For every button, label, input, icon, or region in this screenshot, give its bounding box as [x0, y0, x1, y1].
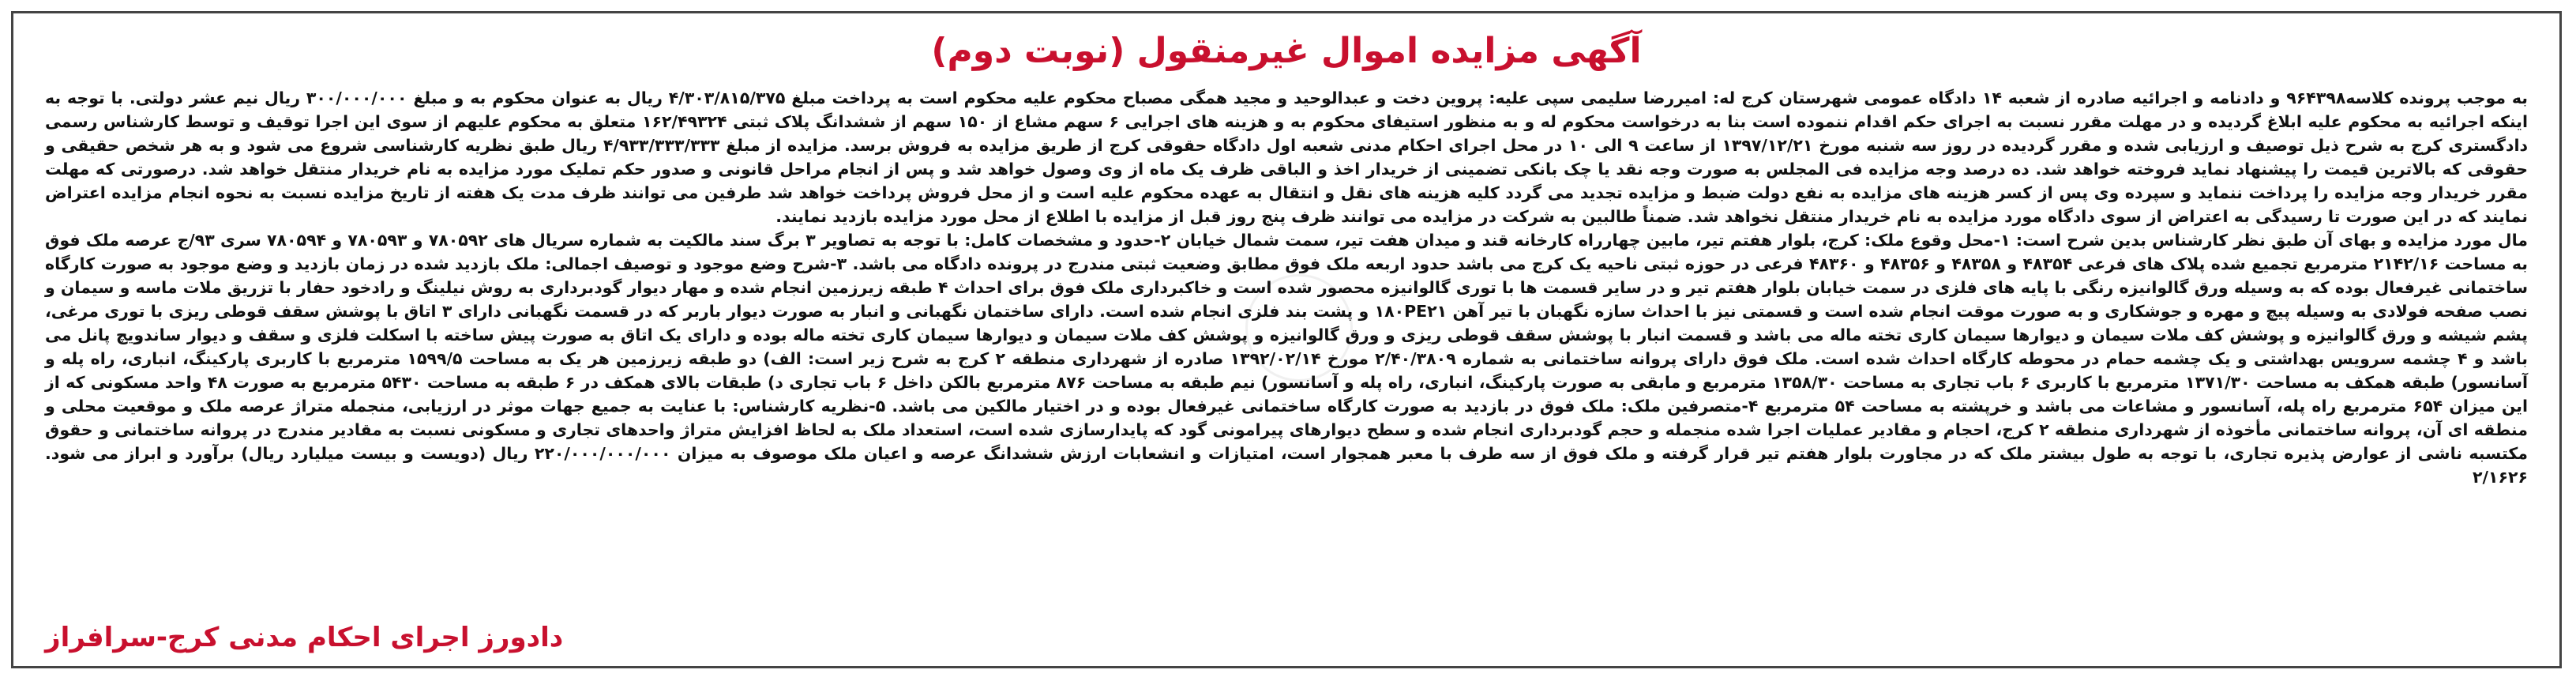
notice-paragraph-intro: به موجب پرونده کلاسه۹۶۴۳۹۸ و دادنامه و اجرائیه صادره از شعبه ۱۴ دادگاه عمومی شهرستان کرج له: امیررضا سلیمی سپی علیه: پروین دخت و عبدالوحید و مجید همگی مصباح محکوم علیه محکوم است به پرداخت مبلغ ۴/۳۰۳/۸۱۵/۳۷۵ ریال به عنوان محکوم به و مبلغ ۳۰۰/۰۰۰/۰۰۰ ریال نیم عشر دولتی. با توجه به اینکه اجرائیه به محکوم علیه ابلاغ گردیده و در مهلت مقرر نسبت به اجرای حکم اقدام ننموده است بنا به درخواست محکوم له و به منظور استیفای محکوم به و هزینه های اجرایی ۶ سهم مشاع از ۱۵۰ سهم از ششدانگ پلاک ثبتی ۱۶۲/۴۹۳۲۴ متعلق به محکوم علیهم از سوی این اجرا توقیف و توسط کارشناس رسمی دادگستری کرج به شرح ذیل توصیف و ارزیابی شده و مقرر گردیده در روز سه شنبه مورخ ۱۳۹۷/۱۲/۲۱ از ساعت ۹ الی ۱۰ در محل اجرای احکام مدنی شعبه اول دادگاه حقوقی کرج از طریق مزایده به فروش برسد. مزایده از مبلغ ۴/۹۳۳/۳۳۳/۳۳۳ ریال طبق نظریه کارشناسی شروع می شود و به هر شخص حقیقی و حقوقی که بالاترین قیمت را پیشنهاد نماید فروخته خواهد شد. ده درصد وجه مزایده فی المجلس به صورت وجه نقد یا چک بانکی تضمینی از خریدار اخذ و الباقی ظرف یک ماه از وی وصول خواهد شد و پس از انجام مراحل قانونی و صدور حکم تملیک مورد مزایده به نام خریدار منتقل خواهد شد. درصورتی که مهلت مقرر خریدار وجه مزایده را پرداخت ننماید و سپرده وی پس از کسر هزینه های مزایده به نفع دولت ضبط و مزایده تجدید می گردد کلیه هزینه های نقل و انتقال به عهده محکوم علیه است و از محل فروش پرداخت خواهد شد طرفین می توانند ظرف مدت یک هفته از تاریخ مزایده نسبت به نحوه انجام مزایده اعتراض نمایند که در این صورت تا رسیدگی به اعتراض از سوی دادگاه مورد مزایده به نام خریدار منتقل نخواهد شد. ضمناً طالبین به شرکت در مزایده می توانند ظرف پنج روز قبل از مزایده با اطلاع از محل مورد مزایده بازدید نمایند. [45, 88, 2528, 226]
notice-body [45, 86, 2528, 489]
notice-signature: دادورز اجرای احکام مدنی کرج-سرافراز [45, 622, 564, 653]
notice-frame [11, 11, 2562, 668]
notice-title: آگهی مزایده اموال غیرمنقول (نوبت دوم) [931, 31, 1642, 71]
notice-paragraph-property: مال مورد مزایده و بهای آن طبق نظر کارشناس بدین شرح است: ۱-محل وقوع ملک: کرج، بلوار هفتم تیر، مابین چهارراه کارخانه قند و میدان هفت تیر، سمت شمال خیابان ۲-حدود و مشخصات کامل: با توجه به تصاویر ۳ برگ سند مالکیت به شماره سریال های ۷۸۰۵۹۲ و ۷۸۰۵۹۳ و ۷۸۰۵۹۴ سری ۹۳/ج عرصه ملک فوق به مساحت ۲۱۴۲/۱۶ مترمربع تجمیع شده پلاک های فرعی ۴۸۳۵۴ و ۴۸۳۵۸ و ۴۸۳۵۶ و ۴۸۳۶۰ فرعی در حوزه ثبتی ناحیه یک کرج می باشد حدود اربعه ملک فوق مطابق وضعیت ثبتی مندرج در پرونده دادگاه می باشد. ۳-شرح وضع موجود و توصیف اجمالی: ملک بازدید شده در زمان بازدید و وضع موجود به صورت کارگاه ساختمانی غیرفعال بوده که به وسیله ورق گالوانیزه رنگی با پایه های فلزی در سمت خیابان بلوار هفتم تیر و در سایر قسمت ها با توری گالوانیزه محصور شده است و خاکبرداری ملک فوق برای احداث ۴ طبقه زیرزمین انجام شده و مهار دیوار گودبرداری به روش نیلینگ و رادخود حفار با تزریق ملات ماسه و سیمان و نصب صفحه فولادی به وسیله پیچ و مهره و جوشکاری و به صورت موقت انجام شده است و قسمتی نیز با احداث سازه نگهبان با تیر آهن ۱۸۰PE۲۱ و پشت بند فلزی انجام شده است. دارای ساختمان نگهبانی و انبار به صورت دیوار باربر که در قسمت نگهبانی دارای ۳ اتاق با پوشش سقف قوطی ریزی با توری مرغی، پشم شیشه و ورق گالوانیزه و پوشش کف ملات سیمان و دیوارها سیمان کاری تخته ماله می باشد و قسمت انبار با پوشش سقف قوطی ریزی و ورق گالوانیزه و پوشش کف ملات سیمان و دیوارها سیمان کاری تخته ماله بوده و دارای یک اتاق به صورت پیش ساخته با اسکلت فلزی و سقف و دیوار ساندویچ پانل می باشد و ۴ چشمه سرویس بهداشتی و یک چشمه حمام در محوطه کارگاه احداث شده است. ملک فوق دارای پروانه ساختمانی به شماره ۲/۴۰/۳۸۰۹ مورخ ۱۳۹۲/۰۲/۱۴ صادره از شهرداری منطقه ۲ کرج به شرح زیر است: الف) دو طبقه زیرزمین هر یک به مساحت ۱۵۹۹/۵ مترمربع با کاربری پارکینگ، انباری، راه پله و آسانسور) طبقه همکف به مساحت ۱۳۷۱/۳۰ مترمربع با کاربری ۶ باب تجاری به مساحت ۱۳۵۸/۳۰ مترمربع و مابقی به صورت پارکینگ، انباری، راه پله و آسانسور) نیم طبقه به مساحت ۸۷۶ مترمربع بالکن داخل ۶ باب تجاری د) طبقات بالای همکف در ۶ طبقه به مساحت ۵۴۳۰ مترمربع به صورت ۴۸ واحد مسکونی که از این میزان ۶۵۴ مترمربع راه پله، آسانسور و مشاعات می باشد و خرپشته به مساحت ۵۴ مترمربع ۴-متصرفین ملک: ملک فوق در بازدید به صورت کارگاه ساختمانی غیرفعال بوده و در اختیار مالکین می باشد. ۵-نظریه کارشناس: با عنایت به جمیع جهات موثر در ارزیابی، منجمله متراژ عرصه ملک و موقعیت محلی و منطقه ای آن، پروانه ساختمانی مأخوذه از شهرداری منطقه ۲ کرج، احجام و مقادیر عملیات اجرا شده منجمله و حجم گودبرداری انجام شده و سطح دیوارهای پیرامونی گود که پایدارسازی شده است، استعداد ملک به لحاظ افزایش متراژ واحدهای تجاری و مسکونی نسبت به مقادیر مندرج در پروانه ساختمانی و حقوق مکتسبه ناشی از عوارض پذیره تجاری، با توجه به طول بیشتر ملک که در مجاورت بلوار هفتم تیر قرار گرفته و ملک فوق از سه طرف با معبر همجوار است، امتیازات و انشعابات ارزش ششدانگ عرصه و اعیان ملک موصوف به میزان ۲۲۰/۰۰۰/۰۰۰/۰۰۰ ریال (دویست و بیست میلیارد ریال) برآورد و ابراز می شود. ۲/۱۶۲۶ [45, 231, 2529, 487]
